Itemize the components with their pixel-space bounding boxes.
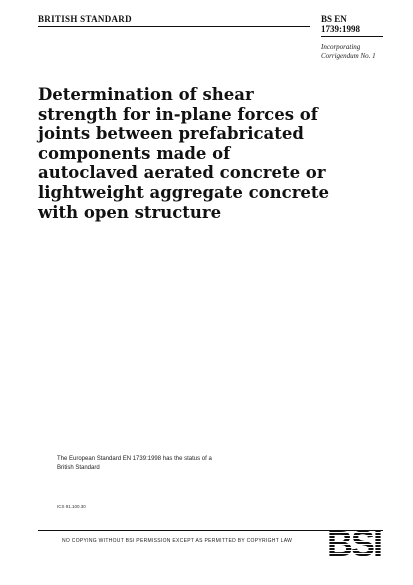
amendment-line-1: Incorporating bbox=[321, 43, 361, 51]
svg-text:BSI: BSI bbox=[326, 523, 382, 560]
copyright-notice: NO COPYING WITHOUT BSI PERMISSION EXCEPT AS PERMITTED BY COPYRIGHT LAW bbox=[62, 538, 293, 544]
title-line: lightweight aggregate concrete bbox=[38, 182, 330, 202]
document-title bbox=[38, 85, 383, 222]
title-line: joints between prefabricated bbox=[38, 124, 304, 144]
amendment-line-2: Corrigendum No. 1 bbox=[321, 52, 376, 60]
ics-code: ICS 91.100.30 bbox=[57, 504, 86, 509]
standard-number bbox=[321, 14, 360, 34]
title-line: with open structure bbox=[38, 202, 222, 222]
status-line-1: The European Standard EN 1739:1998 has the status of a bbox=[57, 456, 212, 462]
bsi-logo-icon bbox=[325, 518, 383, 560]
british-standard-label: BRITISH STANDARD bbox=[38, 14, 132, 24]
title-line: autoclaved aerated concrete or bbox=[38, 163, 326, 183]
standard-number-prefix: BS EN bbox=[321, 14, 347, 24]
title-line: components made of bbox=[38, 143, 231, 163]
standard-number-year: 1739:1998 bbox=[321, 24, 360, 34]
title-line: Determination of shear bbox=[38, 85, 254, 104]
header-rule-right bbox=[321, 36, 383, 37]
title-line: strength for in-plane forces of bbox=[38, 104, 318, 124]
status-line-2: British Standard bbox=[57, 465, 100, 471]
amendment-note bbox=[321, 43, 376, 61]
header-rule-left bbox=[38, 26, 310, 27]
status-statement bbox=[57, 455, 267, 473]
